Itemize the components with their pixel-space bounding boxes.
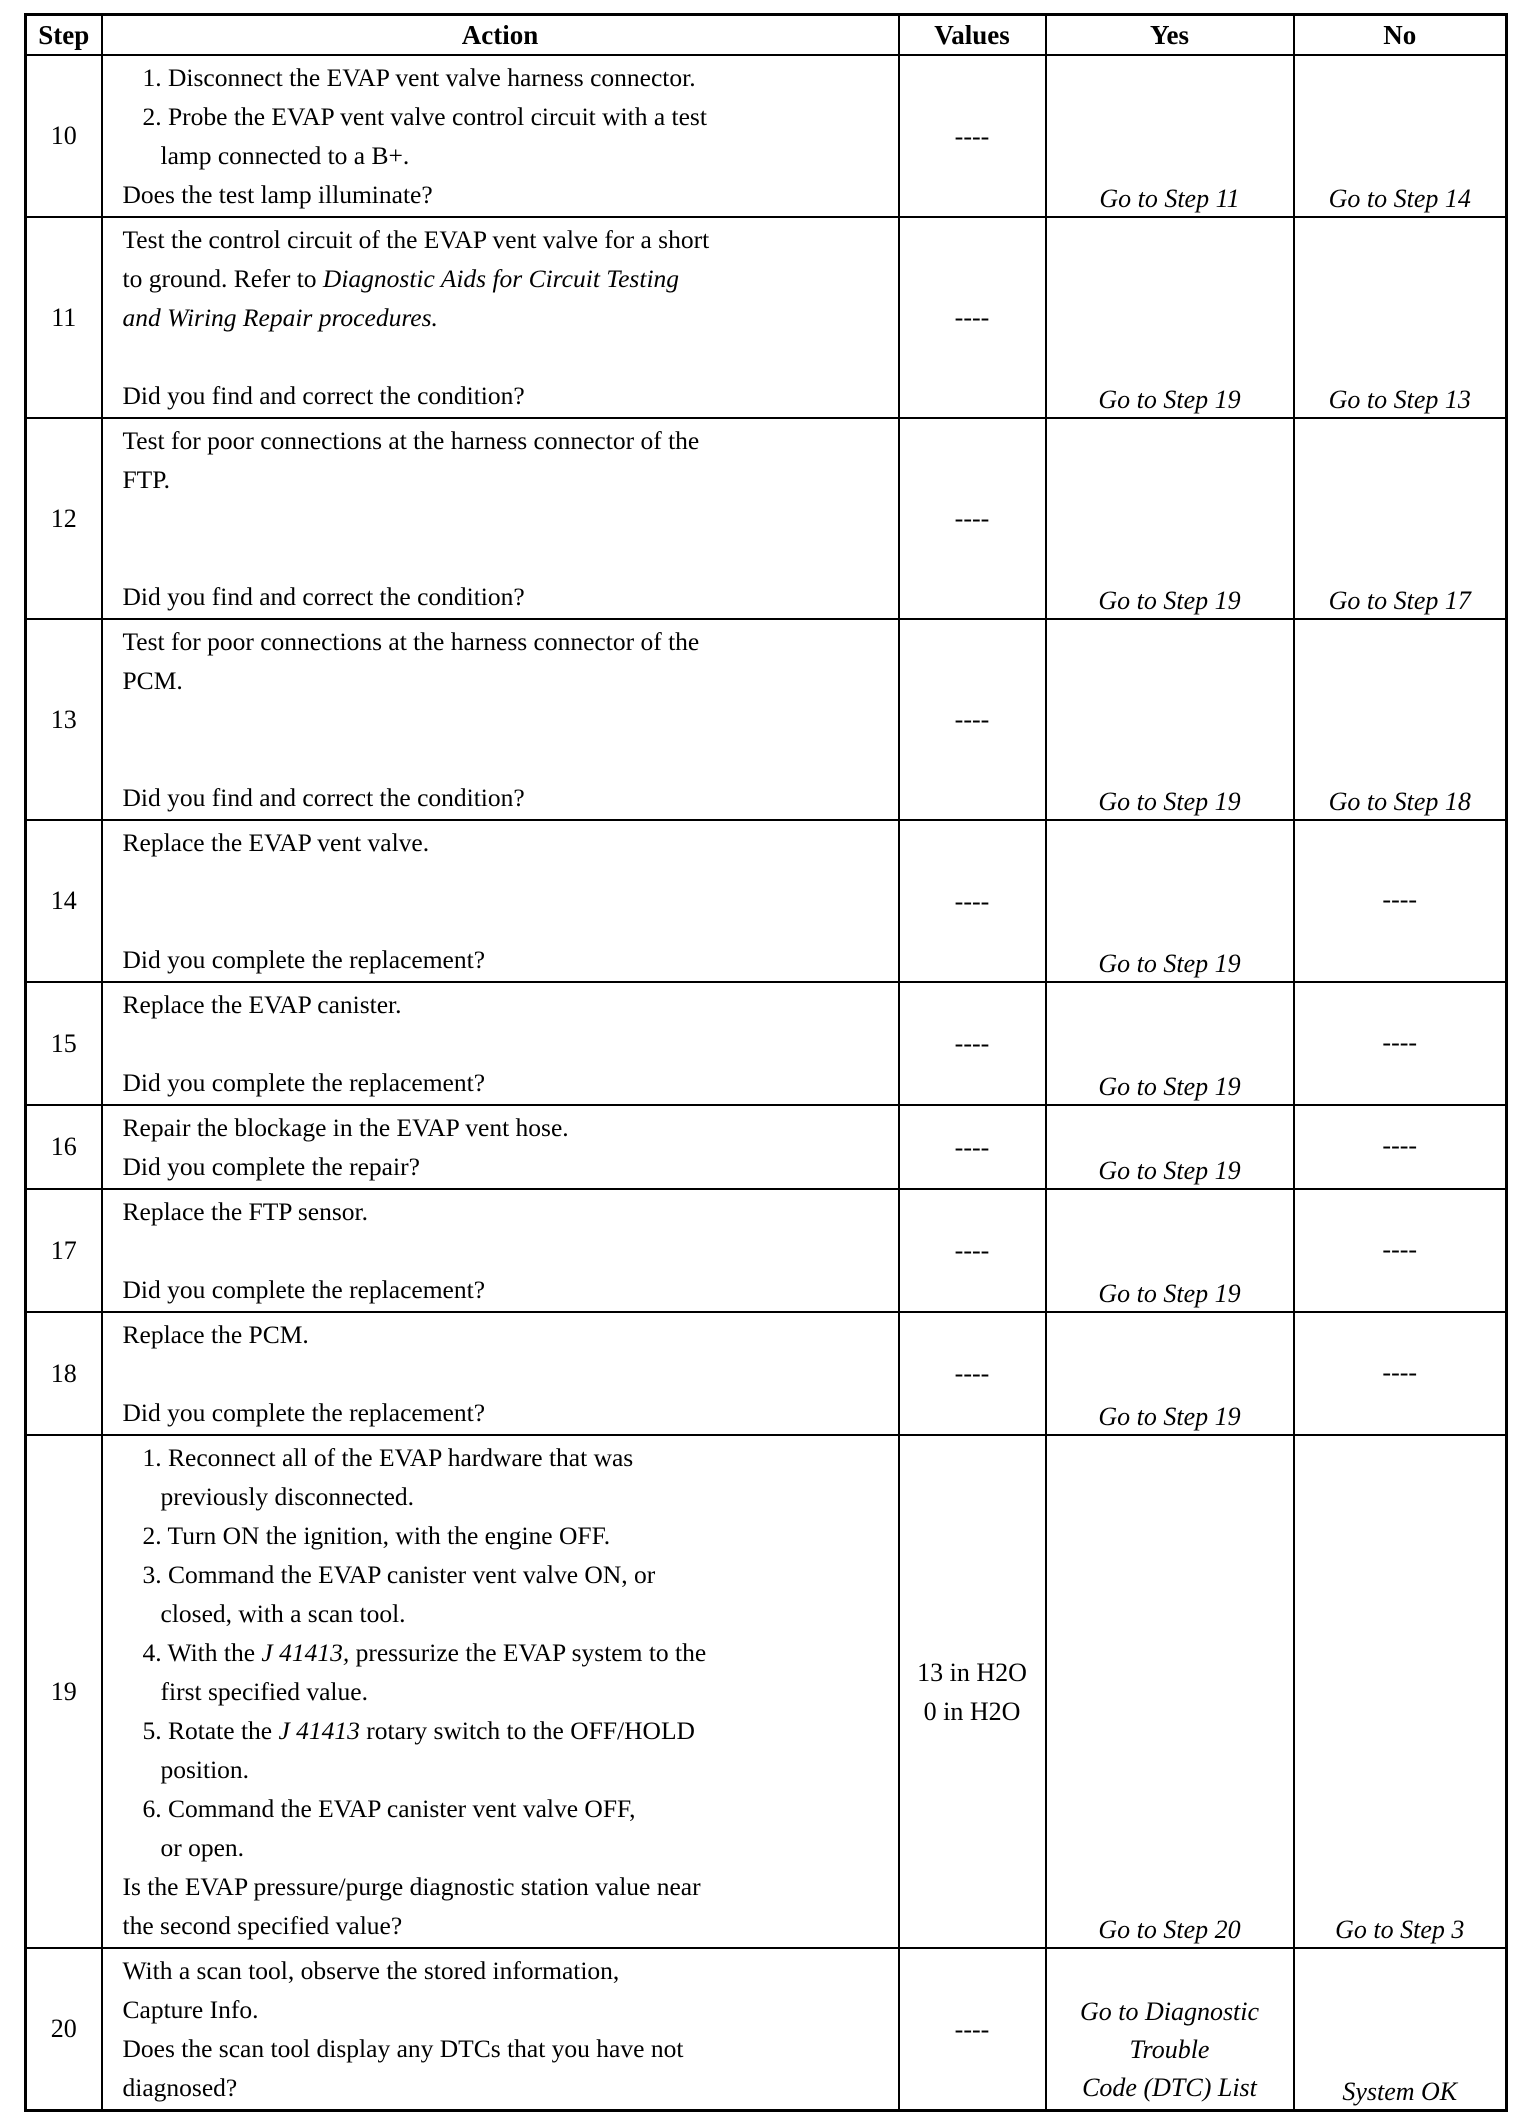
- yes-cell: Go to Step 19: [1046, 1105, 1294, 1189]
- yes-cell: [1046, 1948, 1294, 2111]
- action-cell: [102, 1435, 899, 1948]
- step-number: 14: [26, 820, 102, 982]
- values-cell: ----: [899, 982, 1046, 1105]
- header-row: [26, 15, 1507, 56]
- step-number: 17: [26, 1189, 102, 1312]
- no-cell: Go to Step 18: [1294, 619, 1507, 820]
- value-first: 13 in H2O: [917, 1657, 1027, 1687]
- action-question: Did you find and correct the condition?: [122, 381, 525, 410]
- yes-line: Trouble: [1129, 2035, 1210, 2064]
- table-row: [26, 820, 1507, 982]
- reference-text: and Wiring Repair procedures.: [122, 303, 438, 332]
- diagnostic-table-sheet: [24, 13, 1508, 2112]
- step-number: 11: [26, 217, 102, 418]
- action-cell: [102, 1189, 899, 1312]
- tool-reference: J 41413,: [261, 1638, 350, 1667]
- yes-cell: Go to Step 19: [1046, 820, 1294, 982]
- no-cell: ----: [1294, 1189, 1507, 1312]
- header-action: Action: [102, 15, 899, 56]
- action-question: Is the EVAP pressure/purge diagnostic station value near: [122, 1872, 701, 1901]
- action-text: With a scan tool, observe the stored information,: [122, 1956, 620, 1985]
- step-number: 18: [26, 1312, 102, 1435]
- no-cell: Go to Step 13: [1294, 217, 1507, 418]
- action-item: 3. Command the EVAP canister vent valve ON, or: [142, 1560, 656, 1589]
- values-cell: ----: [899, 1312, 1046, 1435]
- action-cell: [102, 1105, 899, 1189]
- action-text: Repair the blockage in the EVAP vent hose.: [122, 1113, 569, 1142]
- action-text-part: 5. Rotate the: [142, 1716, 279, 1745]
- yes-line: Go to Diagnostic: [1079, 1997, 1260, 2026]
- action-text: Test for poor connections at the harness connector of the: [122, 426, 700, 455]
- action-item: [123, 1711, 898, 1750]
- action-item: 2. Turn ON the ignition, with the engine OFF.: [142, 1521, 611, 1550]
- action-question: Does the test lamp illuminate?: [122, 180, 433, 209]
- yes-cell: Go to Step 20: [1046, 1435, 1294, 1948]
- action-text-part: pressurize the EVAP system to the: [349, 1638, 707, 1667]
- action-text: Replace the PCM.: [122, 1320, 309, 1349]
- action-text: Test the control circuit of the EVAP vent valve for a short: [122, 225, 710, 254]
- yes-cell: Go to Step 19: [1046, 1189, 1294, 1312]
- step-number: 12: [26, 418, 102, 619]
- yes-line: Code (DTC) List: [1082, 2073, 1257, 2102]
- table-row: [26, 619, 1507, 820]
- no-cell: System OK: [1294, 1948, 1507, 2111]
- action-question: Did you find and correct the condition?: [122, 783, 525, 812]
- values-cell: ----: [899, 619, 1046, 820]
- step-number: 15: [26, 982, 102, 1105]
- step-number: 19: [26, 1435, 102, 1948]
- tool-reference: J 41413: [278, 1716, 360, 1745]
- action-question: Did you complete the replacement?: [122, 1398, 486, 1427]
- yes-cell: Go to Step 19: [1046, 982, 1294, 1105]
- header-step: Step: [26, 15, 102, 56]
- action-item: lamp connected to a B+.: [160, 141, 410, 170]
- table-row: [26, 1105, 1507, 1189]
- action-item: 6. Command the EVAP canister vent valve OFF,: [142, 1794, 636, 1823]
- no-cell: Go to Step 14: [1294, 55, 1507, 217]
- table-row: [26, 1312, 1507, 1435]
- action-text-part: 4. With the: [142, 1638, 262, 1667]
- yes-cell: Go to Step 19: [1046, 418, 1294, 619]
- action-text-part: rotary switch to the OFF/HOLD: [359, 1716, 695, 1745]
- action-item: position.: [160, 1755, 250, 1784]
- table-row: [26, 1948, 1507, 2111]
- table-row: [26, 55, 1507, 217]
- action-cell: [102, 1312, 899, 1435]
- no-cell: Go to Step 17: [1294, 418, 1507, 619]
- values-cell: ----: [899, 1189, 1046, 1312]
- values-cell: ----: [899, 1948, 1046, 2111]
- action-question: Did you complete the replacement?: [122, 1275, 486, 1304]
- action-text: PCM.: [122, 666, 183, 695]
- no-cell: ----: [1294, 982, 1507, 1105]
- step-number: 20: [26, 1948, 102, 2111]
- values-cell: ----: [899, 217, 1046, 418]
- action-text: Replace the EVAP canister.: [122, 990, 402, 1019]
- action-text: Replace the FTP sensor.: [122, 1197, 369, 1226]
- action-item: previously disconnected.: [160, 1482, 415, 1511]
- header-values: Values: [899, 15, 1046, 56]
- values-cell: ----: [899, 1105, 1046, 1189]
- action-item: 2. Probe the EVAP vent valve control circuit with a test: [142, 102, 707, 131]
- action-cell: [102, 217, 899, 418]
- no-cell: Go to Step 3: [1294, 1435, 1507, 1948]
- table-row: [26, 217, 1507, 418]
- step-number: 13: [26, 619, 102, 820]
- action-text: FTP.: [122, 465, 170, 494]
- diagnostic-table: [24, 13, 1508, 2112]
- action-cell: [102, 982, 899, 1105]
- yes-cell: Go to Step 19: [1046, 1312, 1294, 1435]
- action-question: the second specified value?: [122, 1911, 403, 1940]
- action-text: [123, 259, 898, 298]
- action-item: or open.: [160, 1833, 245, 1862]
- table-row: [26, 418, 1507, 619]
- no-cell: ----: [1294, 1105, 1507, 1189]
- table-row: [26, 1435, 1507, 1948]
- header-yes: Yes: [1046, 15, 1294, 56]
- action-question: Did you complete the replacement?: [122, 945, 486, 974]
- yes-cell: Go to Step 19: [1046, 217, 1294, 418]
- step-number: 10: [26, 55, 102, 217]
- action-item: closed, with a scan tool.: [160, 1599, 406, 1628]
- action-item: 1. Disconnect the EVAP vent valve harness connector.: [142, 63, 696, 92]
- no-cell: ----: [1294, 1312, 1507, 1435]
- action-text: Replace the EVAP vent valve.: [122, 828, 430, 857]
- no-cell: ----: [1294, 820, 1507, 982]
- values-cell: ----: [899, 55, 1046, 217]
- yes-cell: Go to Step 19: [1046, 619, 1294, 820]
- action-text-part: to ground. Refer to: [122, 264, 323, 293]
- yes-cell: Go to Step 11: [1046, 55, 1294, 217]
- action-item: first specified value.: [160, 1677, 368, 1706]
- action-question: Did you complete the repair?: [122, 1152, 420, 1181]
- action-cell: [102, 1948, 899, 2111]
- action-text: Capture Info.: [122, 1995, 259, 2024]
- action-text: [123, 298, 898, 337]
- value-second: 0 in H2O: [923, 1696, 1021, 1726]
- header-no: No: [1294, 15, 1507, 56]
- action-text: Test for poor connections at the harness connector of the: [122, 627, 700, 656]
- action-cell: [102, 55, 899, 217]
- action-question: Did you find and correct the condition?: [122, 582, 525, 611]
- reference-text: Diagnostic Aids for Circuit Testing: [322, 264, 680, 293]
- values-cell: ----: [899, 820, 1046, 982]
- action-cell: [102, 820, 899, 982]
- values-cell: ----: [899, 418, 1046, 619]
- action-question: Does the scan tool display any DTCs that you have not: [122, 2034, 684, 2063]
- action-question: diagnosed?: [122, 2073, 238, 2102]
- step-number: 16: [26, 1105, 102, 1189]
- action-cell: [102, 619, 899, 820]
- table-row: [26, 982, 1507, 1105]
- action-item: 1. Reconnect all of the EVAP hardware that was: [142, 1443, 634, 1472]
- action-question: Did you complete the replacement?: [122, 1068, 486, 1097]
- values-cell: [899, 1435, 1046, 1948]
- action-cell: [102, 418, 899, 619]
- action-item: [123, 1633, 898, 1672]
- table-row: [26, 1189, 1507, 1312]
